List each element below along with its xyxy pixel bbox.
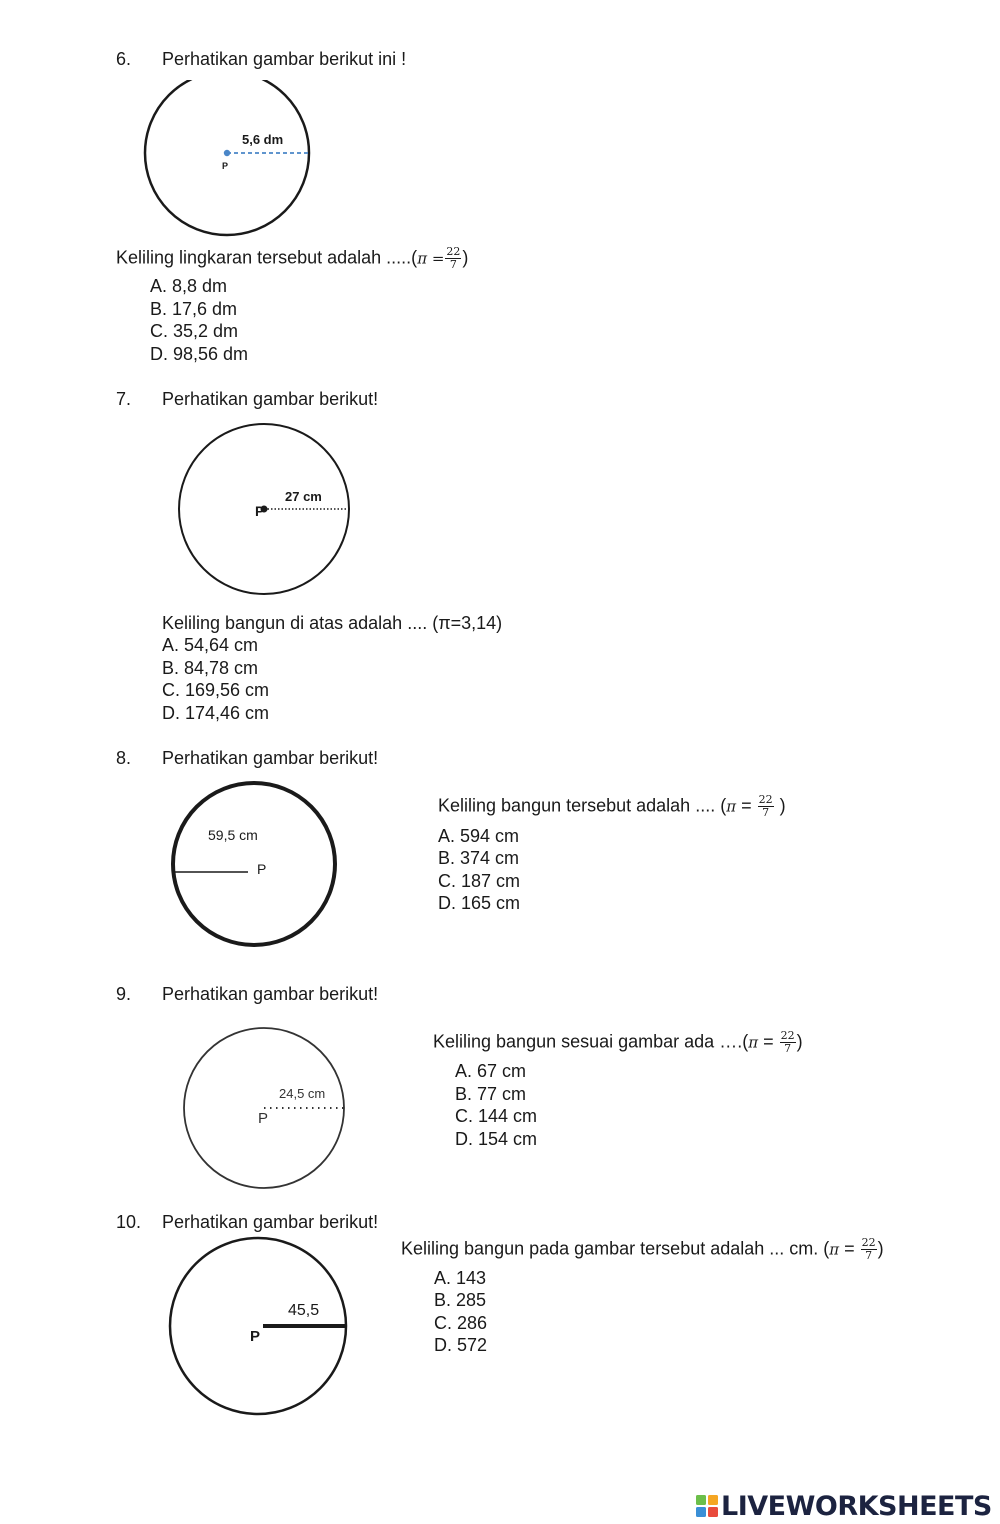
pi-symbol: π (726, 797, 737, 816)
option-b[interactable]: B. 285 (434, 1290, 487, 1310)
circle-figure-q7 (170, 418, 370, 603)
fraction-denominator: 7 (762, 806, 770, 819)
pi-fraction (861, 1237, 877, 1262)
liveworksheets-watermark (696, 1488, 992, 1524)
option-a[interactable]: A. 594 cm (438, 826, 520, 846)
center-label: P (250, 1328, 261, 1345)
fraction-numerator: 22 (758, 793, 773, 806)
fraction-numerator: 22 (861, 1236, 876, 1249)
radius-label: 24,5 cm (279, 1086, 326, 1101)
pi-fraction (780, 1030, 796, 1055)
stem-end: ) (462, 247, 469, 268)
question-stem (433, 1030, 803, 1055)
pi-symbol: π = (417, 249, 445, 268)
pi-symbol: π (748, 1033, 759, 1052)
option-a[interactable]: A. 54,64 cm (162, 635, 259, 655)
question-number: 7. (116, 389, 132, 409)
option-d[interactable]: D. 165 cm (438, 893, 521, 913)
fraction-numerator: 22 (780, 1029, 795, 1042)
radius-label: 27 cm (285, 489, 322, 504)
pi-fraction (445, 246, 461, 271)
stem-end: ) (877, 1238, 884, 1259)
fraction-denominator: 7 (449, 258, 457, 271)
pi-symbol: π (829, 1240, 840, 1259)
liveworksheets-logo-icon (696, 1495, 718, 1517)
option-b[interactable]: B. 374 cm (438, 848, 520, 868)
option-d[interactable]: D. 98,56 dm (150, 344, 249, 364)
option-b[interactable]: B. 84,78 cm (162, 658, 259, 678)
option-c[interactable]: C. 169,56 cm (162, 680, 270, 700)
question-prompt: Perhatikan gambar berikut ini ! (162, 49, 407, 69)
option-a[interactable]: A. 8,8 dm (150, 276, 228, 296)
stem-end: ) (774, 795, 786, 816)
center-label: P (258, 1110, 269, 1127)
question-prompt: Perhatikan gambar berikut! (162, 748, 379, 768)
option-c[interactable]: C. 144 cm (455, 1106, 538, 1126)
option-d[interactable]: D. 572 (434, 1335, 488, 1355)
question-stem (401, 1237, 884, 1262)
center-label: P (222, 161, 229, 171)
option-c[interactable]: C. 187 cm (438, 871, 521, 891)
question-number: 10. (116, 1212, 142, 1232)
center-point (224, 150, 230, 156)
question-prompt: Perhatikan gambar berikut! (162, 1212, 379, 1232)
question-stem (438, 794, 786, 819)
question-stem: Keliling bangun di atas adalah .... (π=3,14) (162, 613, 503, 633)
option-d[interactable]: D. 154 cm (455, 1129, 538, 1149)
center-label: P (255, 503, 265, 519)
pi-equals: = (736, 795, 752, 816)
circle-figure-q6 (130, 80, 330, 240)
pi-equals: = (758, 1031, 774, 1052)
stem-text: Keliling lingkaran tersebut adalah .....( (116, 247, 418, 268)
question-number: 6. (116, 49, 132, 69)
option-a[interactable]: A. 143 (434, 1268, 487, 1288)
circle-outline (145, 80, 309, 235)
fraction-denominator: 7 (784, 1042, 792, 1055)
option-d[interactable]: D. 174,46 cm (162, 703, 270, 723)
circle-outline (173, 783, 335, 945)
circle-figure-q10 (160, 1228, 360, 1423)
pi-fraction (758, 794, 774, 819)
option-c[interactable]: C. 35,2 dm (150, 321, 239, 341)
circle-figure-q9 (172, 1020, 362, 1200)
question-number: 8. (116, 748, 132, 768)
stem-end: ) (796, 1031, 803, 1052)
fraction-denominator: 7 (865, 1249, 873, 1262)
question-prompt: Perhatikan gambar berikut! (162, 389, 379, 409)
stem-text: Keliling bangun pada gambar tersebut adalah ... cm. ( (401, 1238, 830, 1259)
question-number: 9. (116, 984, 132, 1004)
watermark-text: LIVEWORKSHEETS (721, 1490, 992, 1522)
option-a[interactable]: A. 67 cm (455, 1061, 527, 1081)
radius-label: 5,6 dm (242, 132, 284, 147)
stem-text: Keliling bangun sesuai gambar ada ….( (433, 1031, 749, 1052)
question-prompt: Perhatikan gambar berikut! (162, 984, 379, 1004)
pi-equals: = (839, 1238, 855, 1259)
option-c[interactable]: C. 286 (434, 1313, 488, 1333)
radius-label: 45,5 (288, 1302, 320, 1319)
question-stem (116, 246, 468, 271)
circle-figure-q8 (160, 775, 350, 955)
option-b[interactable]: B. 17,6 dm (150, 299, 238, 319)
fraction-numerator: 22 (446, 245, 461, 258)
option-b[interactable]: B. 77 cm (455, 1084, 527, 1104)
radius-label: 59,5 cm (208, 827, 258, 843)
stem-text: Keliling bangun tersebut adalah .... ( (438, 795, 727, 816)
center-label: P (257, 861, 267, 877)
